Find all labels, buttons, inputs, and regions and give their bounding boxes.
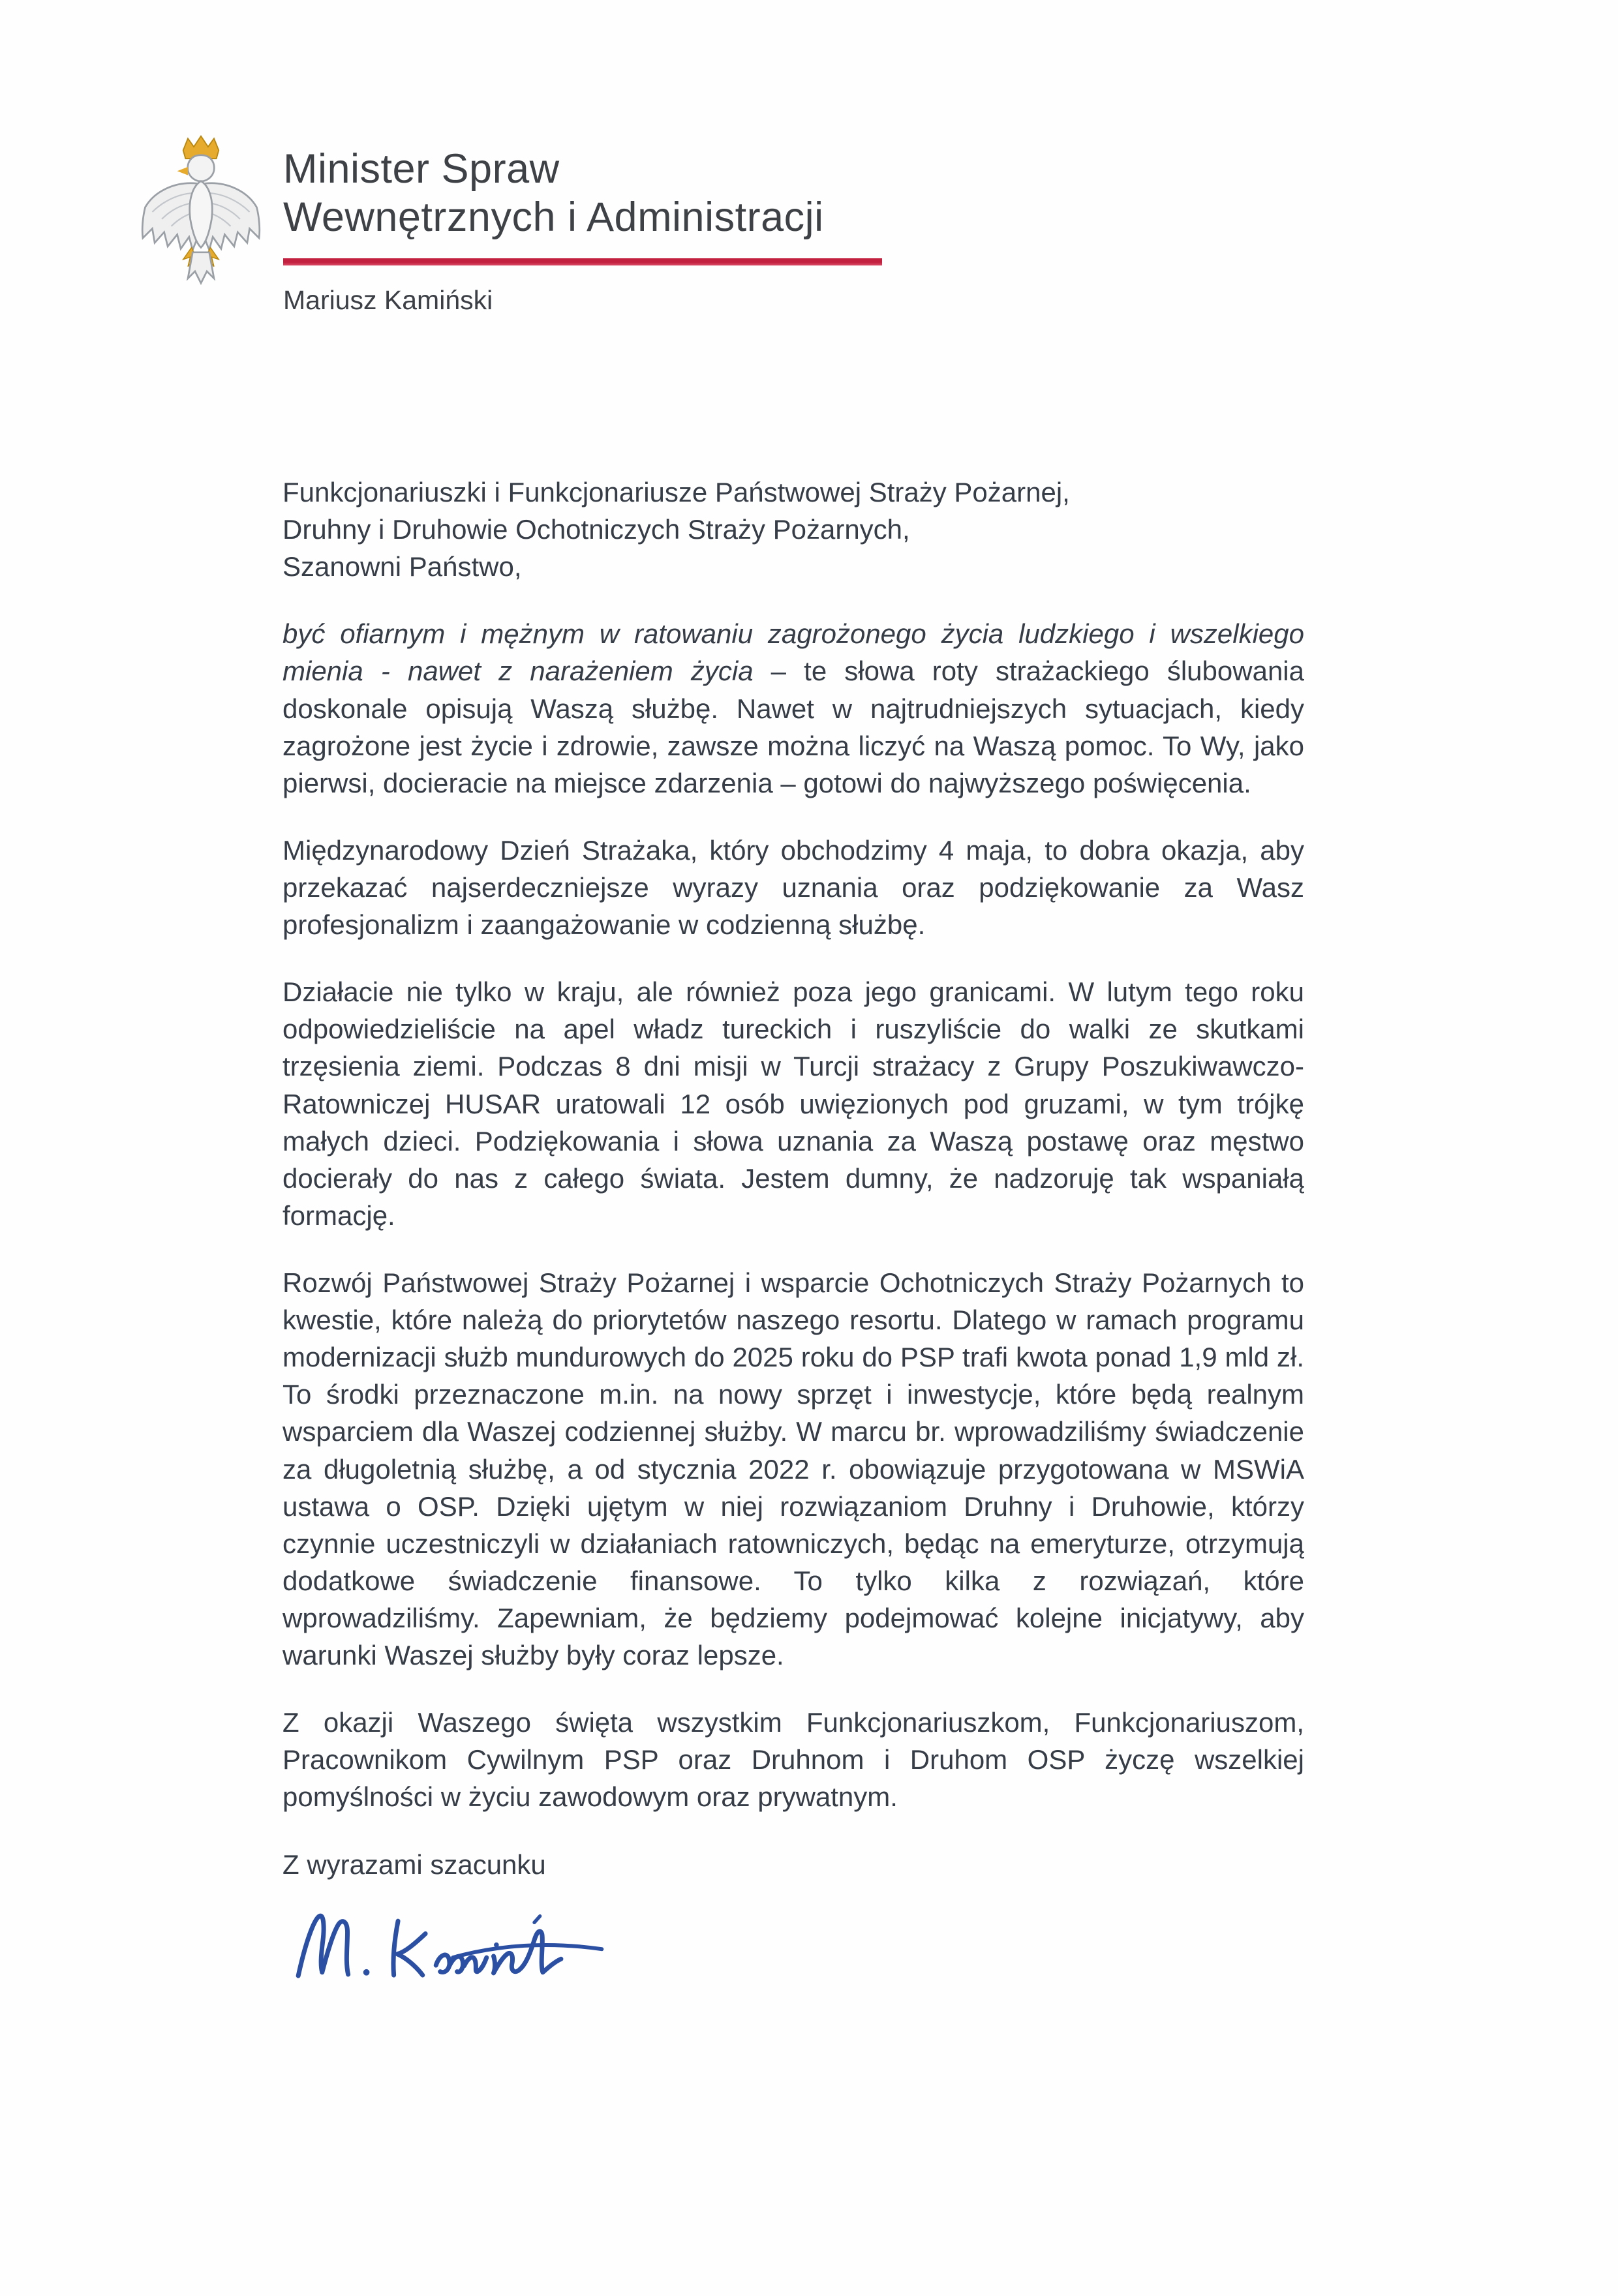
intro-paragraph-rest: – te słowa roty strażackiego ślubowania doskonale opisują Waszą służbę. Nawet w najtrudniejszych sytuacjach, kiedy zagrożone jest życie i zdrowie, zawsze można liczyć na Waszą pomoc. To Wy, jako pierwsi, docieracie na miejsce zdarzenia – gotowi do najwyższego poświęcenia. [282, 656, 1304, 798]
salutation [282, 474, 1304, 585]
salutation-line-3: Szanowni Państwo, [282, 551, 522, 582]
intro-paragraph [282, 615, 1304, 802]
ministry-title-line1: Minister Spraw [283, 146, 560, 192]
salutation-line-1: Funkcjonariuszki i Funkcjonariusze Państwowej Straży Pożarnej, [282, 477, 1070, 507]
paragraph-firefighters-day: Międzynarodowy Dzień Strażaka, który obchodzimy 4 maja, to dobra okazja, aby przekazać najserdeczniejsze wyrazy uznania oraz podziękowanie za Wasz profesjonalizm i zaangażowanie w codzienną służbę. [282, 834, 1304, 941]
letter-body [282, 474, 1304, 1993]
ministry-title-line2: Wewnętrznych i Administracji [283, 194, 824, 240]
handwritten-signature [282, 1901, 622, 1993]
letterhead-text [283, 134, 882, 316]
closing-line: Z wyrazami szacunku [282, 1849, 546, 1880]
red-divider-rule [283, 258, 882, 265]
salutation-line-2: Druhny i Druhowie Ochotniczych Straży Pożarnych, [282, 514, 910, 545]
paragraph-wishes: Z okazji Waszego święta wszystkim Funkcjonariuszkom, Funkcjonariuszom, Pracownikom Cywilnym PSP oraz Druhnom i Druhom OSP życzę wszelkiej pomyślności w życiu zawodowym oraz prywatnym. [282, 1707, 1304, 1813]
oath-quote-italic: być ofiarnym i mężnym w ratowaniu zagrożonego życia ludzkiego i wszelkiego mienia - nawet z narażeniem życia [282, 618, 1304, 687]
paragraph-modernization: Rozwój Państwowej Straży Pożarnej i wsparcie Ochotniczych Straży Pożarnych to kwestie, które należą do priorytetów naszego resortu. Dlatego w ramach programu modernizacji służb mundurowych do 2025 roku do PSP trafi kwota ponad 1,9 mld zł. To środki przeznaczone m.in. na nowy sprzęt i inwestycje, które będą realnym wsparciem dla Waszej codziennej służby. W marcu br. wprowadziliśmy świadczenie za długoletnią służbę, a od stycznia 2022 r. obowiązuje przygotowana w MSWiA ustawa o OSP. Dzięki ujętym w niej rozwiązaniom Druhny i Druhowie, którzy czynnie uczestniczyli w działaniach ratowniczych, będąc na emeryturze, otrzymują dodatkowe świadczenie finansowe. To tylko kilka z rozwiązań, które wprowadziliśmy. Zapewniam, że będziemy podejmować kolejne inicjatywy, aby warunki Waszej służby były coraz lepsze. [282, 1267, 1304, 1671]
paragraph-turkey-mission: Działacie nie tylko w kraju, ale również poza jego granicami. W lutym tego roku odpowiedzieliście na apel władz tureckich i ruszyliście do walki ze skutkami trzęsienia ziemi. Podczas 8 dni misji w Turcji strażacy z Grupy Poszukiwawczo-Ratowniczej HUSAR uratowali 12 osób uwięzionych pod gruzami, w tym trójkę małych dzieci. Podziękowania i słowa uznania za Waszą postawę oraz męstwo docierały do nas z całego świata. Jestem dumny, że nadzoruję tak wspaniałą formację. [282, 976, 1304, 1231]
letterhead [136, 134, 882, 316]
polish-eagle-emblem [136, 134, 266, 302]
minister-name: Mariusz Kamiński [283, 285, 493, 316]
ministry-title [283, 145, 882, 241]
